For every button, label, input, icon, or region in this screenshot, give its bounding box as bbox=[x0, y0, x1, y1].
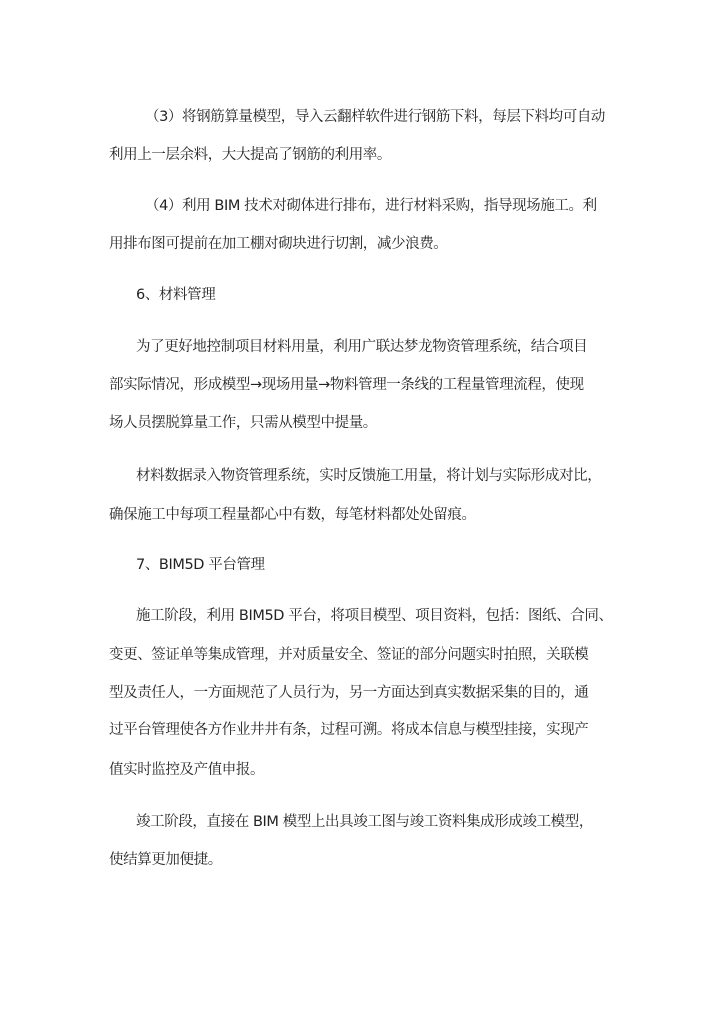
construction-stage-line-2: 变更、签证单等集成管理，并对质量安全、签证的部分问题实时拍照，关联模 bbox=[109, 647, 589, 663]
material-paragraph-line-1: 为了更好地控制项目材料用量，利用广联达梦龙物资管理系统，结合项目 bbox=[136, 339, 588, 355]
construction-stage-line-5: 值实时监控及产值申报。 bbox=[109, 762, 265, 778]
section-6-heading: 6、材料管理 bbox=[136, 287, 216, 303]
paragraph-4-line-1: （4）利用 BIM 技术对砌体进行排布，进行材料采购，指导现场施工。利 bbox=[145, 198, 597, 214]
section-7-heading: 7、BIM5D 平台管理 bbox=[136, 557, 265, 573]
completion-stage-line-1: 竣工阶段，直接在 BIM 模型上出具竣工图与竣工资料集成形成竣工模型， bbox=[136, 814, 593, 830]
material-data-line-2: 确保施工中每项工程量都心中有数，每笔材料都处处留痕。 bbox=[109, 507, 476, 523]
construction-stage-line-4: 过平台管理使各方作业井井有条，过程可溯。将成本信息与模型挂接，实现产 bbox=[109, 722, 589, 738]
material-paragraph-line-3: 场人员摆脱算量工作，只需从模型中提量。 bbox=[109, 415, 377, 431]
paragraph-4-line-2: 用排布图可提前在加工棚对砌块进行切割，减少浪费。 bbox=[109, 236, 448, 252]
material-paragraph-line-2: 部实际情况，形成模型→现场用量→物料管理一条线的工程量管理流程，使现 bbox=[109, 377, 584, 393]
construction-stage-line-3: 型及责任人，一方面规范了人员行为，另一方面达到真实数据采集的目的，通 bbox=[109, 685, 589, 701]
material-data-line-1: 材料数据录入物资管理系统，实时反馈施工用量，将计划与实际形成对比， bbox=[136, 468, 602, 484]
construction-stage-line-1: 施工阶段，利用 BIM5D 平台，将项目模型、项目资料，包括：图纸、合同、 bbox=[136, 608, 613, 624]
completion-stage-line-2: 使结算更加便捷。 bbox=[109, 852, 222, 868]
paragraph-3-line-1: （3）将钢筋算量模型，导入云翻样软件进行钢筋下料，每层下料均可自动 bbox=[145, 109, 606, 125]
paragraph-3-line-2: 利用上一层余料，大大提高了钢筋的利用率。 bbox=[109, 147, 391, 163]
